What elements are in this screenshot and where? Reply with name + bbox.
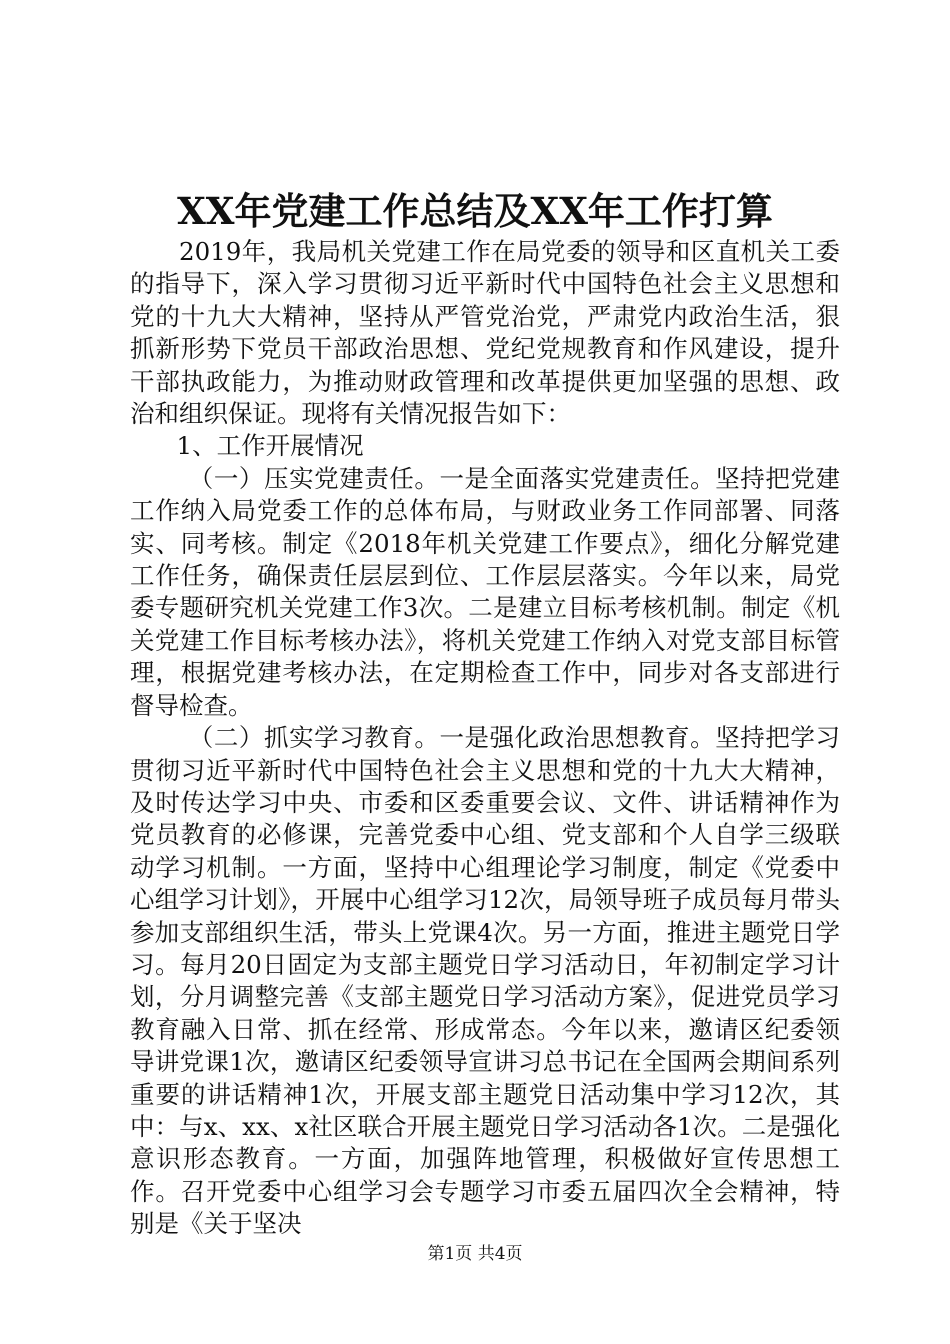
document-body xyxy=(130,236,840,1241)
document-title: XX年党建工作总结及XX年工作打算 xyxy=(177,189,773,233)
page-number-footer: 第1页 共4页 xyxy=(427,1244,523,1264)
paragraph-section-1: （一）压实党建责任。一是全面落实党建责任。坚持把党建工作纳入局党委工作的总体布局，与财政业务工作同部署、同落实、同考核。制定《2018年机关党建工作要点》，细化分解党建工作任务，确保责任层层到位、工作层层落实。今年以来，局党委专题研究机关党建工作3次。二是建立目标考核机制。制定《机关党建工作目标考核办法》，将机关党建工作纳入对党支部目标管理，根据党建考核办法，在定期检查工作中，同步对各支部进行督导检查。 xyxy=(130,463,840,720)
section-heading: 1、工作开展情况 xyxy=(176,431,364,461)
paragraph-section-2: （二）抓实学习教育。一是强化政治思想教育。坚持把学习贯彻习近平新时代中国特色社会主义思想和党的十九大大精神，及时传达学习中央、市委和区委重要会议、文件、讲话精神作为党员教育的必修课，完善党委中心组、党支部和个人自学三级联动学习机制。一方面，坚持中心组理论学习制度，制定《党委中心组学习计划》，开展中心组学习12次，局领导班子成员每月带头参加支部组织生活，带头上党课4次。另一方面，推进主题党日学习。每月20日固定为支部主题党日学习活动日，年初制定学习计划，分月调整完善《支部主题党日学习活动方案》，促进党员学习教育融入日常、抓在经常、形成常态。今年以来，邀请区纪委领导讲党课1次，邀请区纪委领导宣讲习总书记在全国两会期间系列重要的讲话精神1次，开展支部主题党日活动集中学习12次，其中：与x、xx、x社区联合开展主题党日学习活动各1次。二是强化意识形态教育。一方面，加强阵地管理，积极做好宣传思想工作。召开党委中心组学习会专题学习市委五届四次全会精神，特别是《关于坚决 xyxy=(130,723,840,1239)
paragraph-intro: 2019年，我局机关党建工作在局党委的领导和区直机关工委的指导下，深入学习贯彻习近平新时代中国特色社会主义思想和党的十九大大精神，坚持从严管党治党，严肃党内政治生活，狠抓新形势下党员干部政治思想、党纪党规教育和作风建设，提升干部执政能力，为推动财政管理和改革提供更加坚强的思想、政治和组织保证。现将有关情况报告如下： xyxy=(130,237,840,429)
